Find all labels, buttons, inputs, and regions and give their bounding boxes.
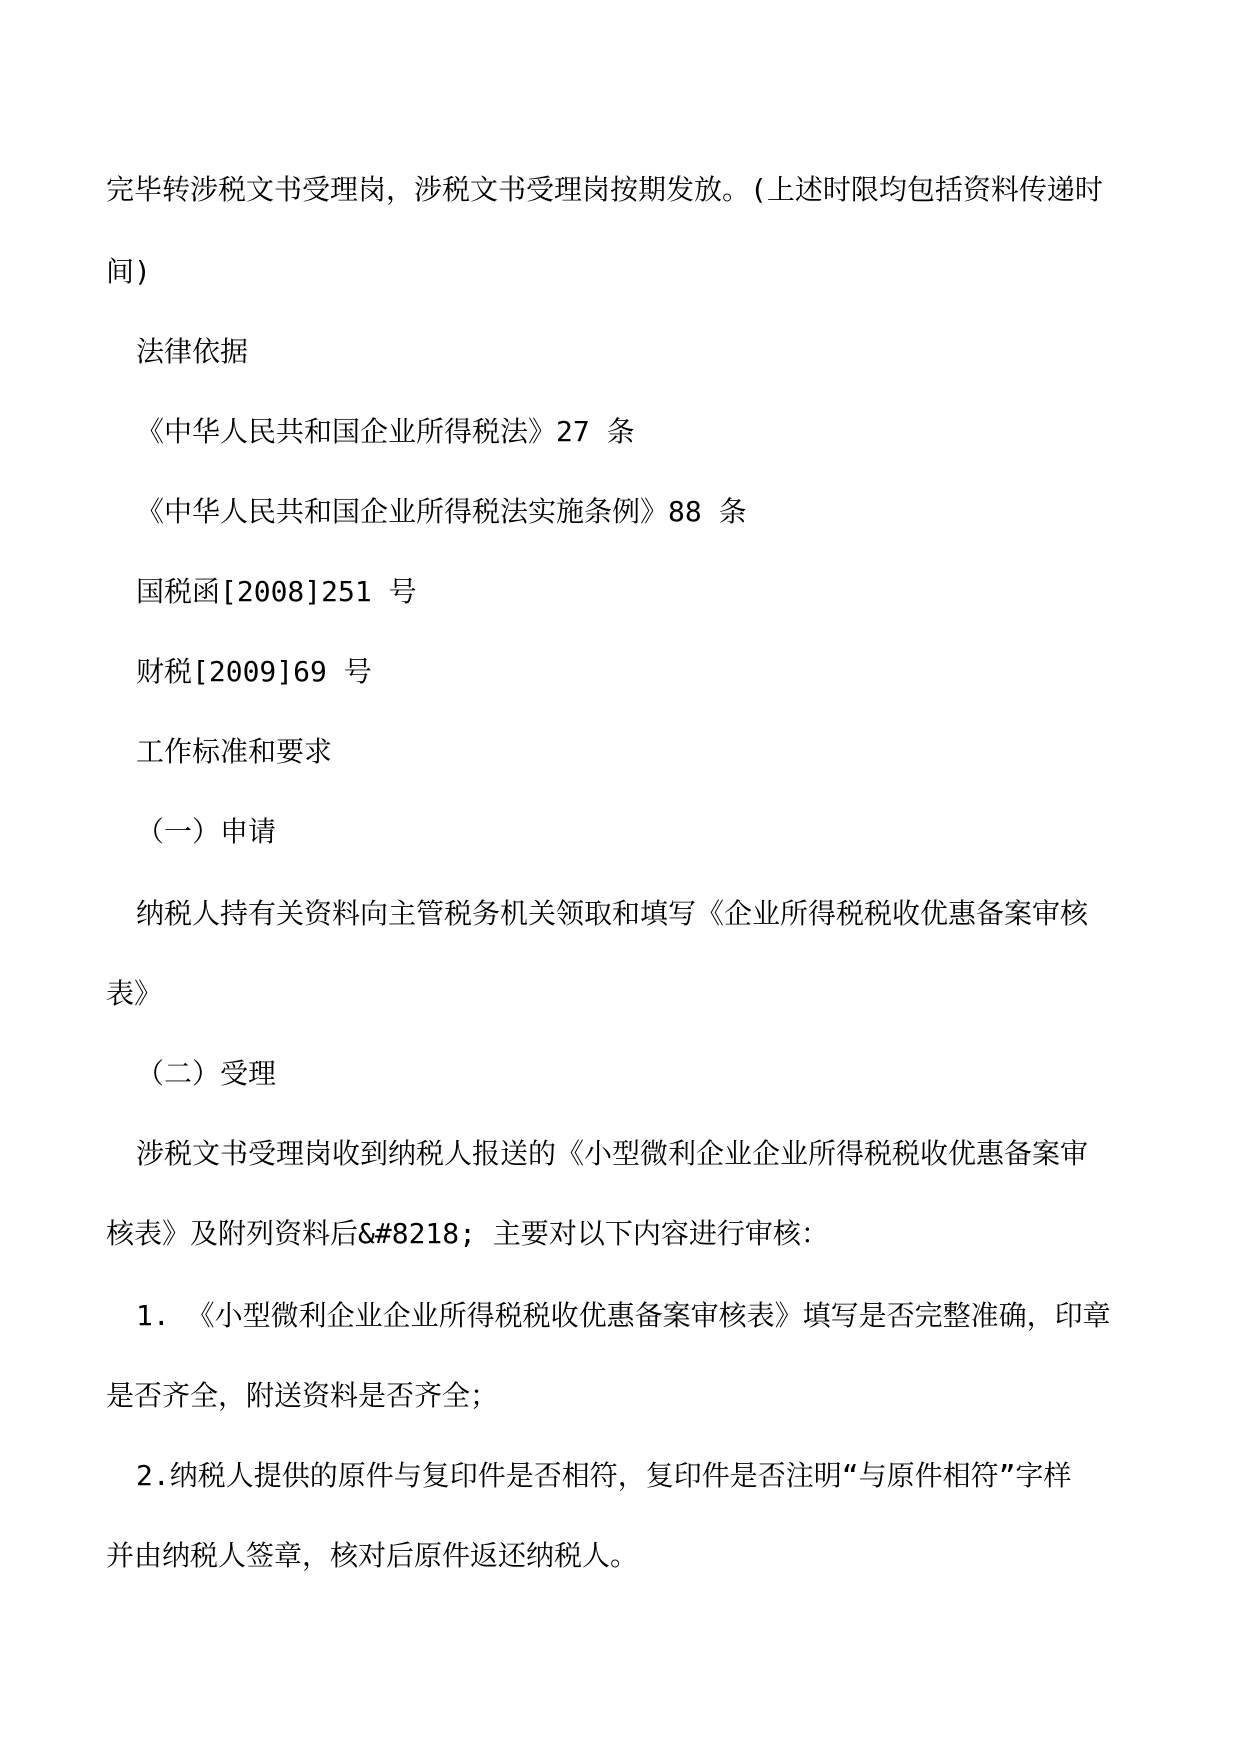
subsection-heading: （一）申请 (136, 815, 277, 848)
paragraph-line: 表》 (106, 977, 163, 1010)
law-reference: 国税函[2008]251 号 (136, 575, 417, 608)
law-reference: 《中华人民共和国企业所得税法实施条例》88 条 (136, 495, 747, 528)
paragraph-line: 间) (106, 255, 151, 288)
list-item: 2.纳税人提供的原件与复印件是否相符，复印件是否注明“与原件相符”字样 (136, 1459, 1072, 1492)
paragraph-line: 核表》及附列资料后&#8218; 主要对以下内容进行审核： (106, 1217, 829, 1250)
paragraph-line: 涉税文书受理岗收到纳税人报送的《小型微利企业企业所得税税收优惠备案审 (136, 1137, 1089, 1170)
list-item-continuation: 并由纳税人签章，核对后原件返还纳税人。 (106, 1539, 639, 1572)
list-item-continuation: 是否齐全，附送资料是否齐全； (106, 1379, 499, 1412)
law-reference: 《中华人民共和国企业所得税法》27 条 (136, 415, 635, 448)
section-heading: 工作标准和要求 (136, 735, 333, 768)
list-item: 1. 《小型微利企业企业所得税税收优惠备案审核表》填写是否完整准确，印章 (136, 1299, 1111, 1332)
paragraph-line: 完毕转涉税文书受理岗，涉税文书受理岗按期发放。(上述时限均包括资料传递时 (106, 173, 1103, 206)
law-reference: 财税[2009]69 号 (136, 655, 372, 688)
paragraph-line: 纳税人持有关资料向主管税务机关领取和填写《企业所得税税收优惠备案审核 (136, 897, 1089, 930)
section-heading: 法律依据 (136, 335, 249, 368)
subsection-heading: （二）受理 (136, 1057, 277, 1090)
